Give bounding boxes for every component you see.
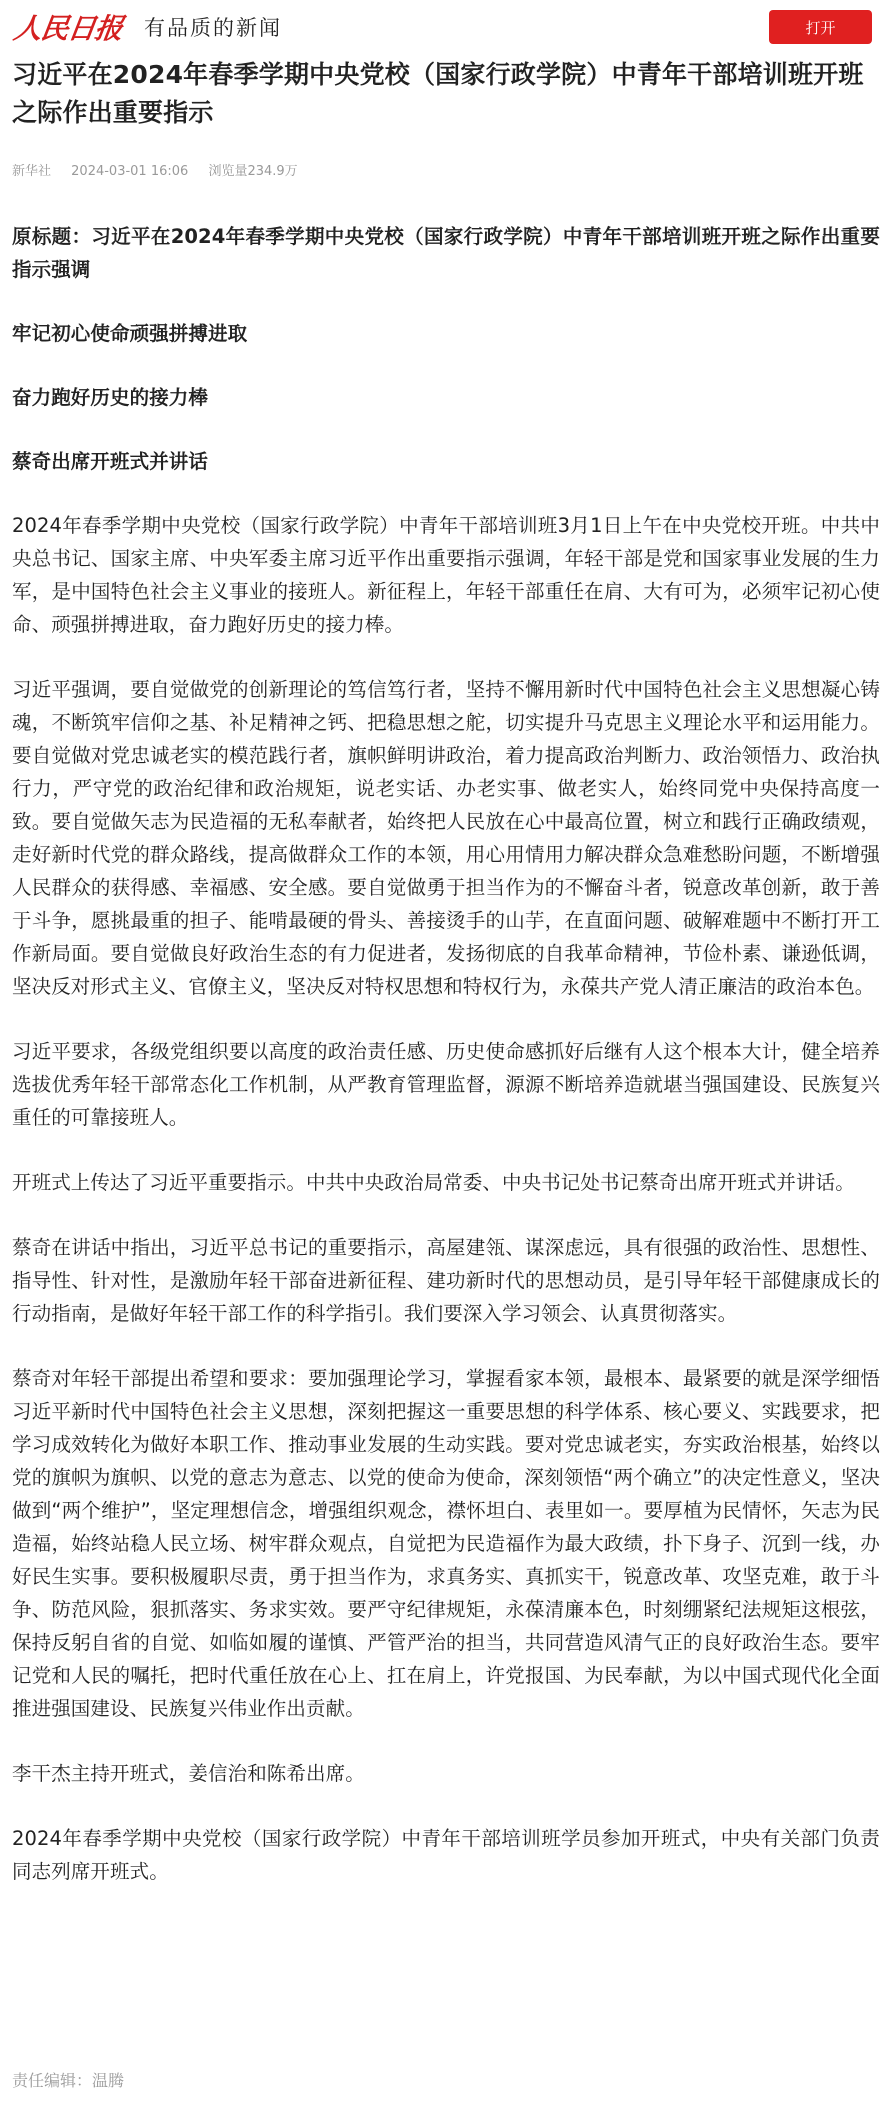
article-paragraph: 习近平要求，各级党组织要以高度的政治责任感、历史使命感抓好后继有人这个根本大计，健全培养选拔优秀年轻干部常态化工作机制，从严教育管理监督，源源不断培养造就堪当强国建设、民族复兴重任的可靠接班人。 — [12, 1040, 880, 1129]
open-app-button[interactable]: 打开 — [769, 10, 872, 44]
article-paragraph: 开班式上传达了习近平重要指示。中共中央政治局常委、中央书记处书记蔡奇出席开班式并讲话。 — [12, 1171, 855, 1194]
article-subheading: 牢记初心使命顽强拼搏进取 — [12, 322, 248, 345]
people-daily-logo[interactable] — [11, 8, 283, 46]
responsible-editor: 责任编辑：温腾 — [12, 2071, 125, 2090]
article-paragraph: 2024年春季学期中央党校（国家行政学院）中青年干部培训班3月1日上午在中央党校开班。中共中央总书记、国家主席、中央军委主席习近平作出重要指示强调，年轻干部是党和国家事业发展的生力军，是中国特色社会主义事业的接班人。新征程上，年轻干部重任在肩、大有可为，必须牢记初心使命、顽强拼搏进取，奋力跑好历史的接力棒。 — [12, 514, 880, 636]
article-paragraph: 习近平强调，要自觉做党的创新理论的笃信笃行者，坚持不懈用新时代中国特色社会主义思想凝心铸魂，不断筑牢信仰之基、补足精神之钙、把稳思想之舵，切实提升马克思主义理论水平和运用能力。要自觉做对党忠诚老实的模范践行者，旗帜鲜明讲政治，着力提高政治判断力、政治领悟力、政治执行力，严守党的政治纪律和政治规矩，说老实话、办老实事、做老实人，始终同党中央保持高度一致。要自觉做矢志为民造福的无私奉献者，始终把人民放在心中最高位置，树立和践行正确政绩观，走好新时代党的群众路线，提高做群众工作的本领，用心用情用力解决群众急难愁盼问题，不断增强人民群众的获得感、幸福感、安全感。要自觉做勇于担当作为的不懈奋斗者，锐意改革创新，敢于善于斗争，愿挑最重的担子、能啃最硬的骨头、善接烫手的山芋，在直面问题、破解难题中不断打开工作新局面。要自觉做良好政治生态的有力促进者，发扬彻底的自我革命精神，节俭朴素、谦逊低调，坚决反对形式主义、官僚主义，坚决反对特权思想和特权行为，永葆共产党人清正廉洁的政治本色。 — [12, 678, 880, 998]
article-paragraph: 蔡奇在讲话中指出，习近平总书记的重要指示，高屋建瓴、谋深虑远，具有很强的政治性、思想性、指导性、针对性，是激励年轻干部奋进新征程、建功新时代的思想动员，是引导年轻干部健康成长的行动指南，是做好年轻干部工作的科学指引。我们要深入学习领会、认真贯彻落实。 — [12, 1236, 880, 1325]
logo-wordmark: 人民日报 — [11, 12, 125, 45]
article-source: 新华社 — [12, 164, 52, 179]
article-title: 习近平在2024年春季学期中央党校（国家行政学院）中青年干部培训班开班之际作出重要指示 — [12, 60, 864, 127]
article-subheading: 原标题：习近平在2024年春季学期中央党校（国家行政学院）中青年干部培训班开班之际作出重要指示强调 — [12, 225, 880, 281]
article-views: 浏览量234.9万 — [208, 164, 298, 179]
article-body — [12, 220, 880, 1920]
article-datetime: 2024-03-01 16:06 — [71, 164, 189, 179]
article-subheading: 蔡奇出席开班式并讲话 — [12, 450, 209, 473]
article-meta — [12, 160, 298, 179]
article-paragraph: 2024年春季学期中央党校（国家行政学院）中青年干部培训班学员参加开班式，中央有关部门负责同志列席开班式。 — [12, 1827, 880, 1883]
top-bar — [0, 0, 890, 54]
article-paragraph: 李干杰主持开班式，姜信治和陈希出席。 — [12, 1762, 365, 1785]
article-subheading: 奋力跑好历史的接力棒 — [12, 386, 209, 409]
article-paragraph: 蔡奇对年轻干部提出希望和要求：要加强理论学习，掌握看家本领，最根本、最紧要的就是深学细悟习近平新时代中国特色社会主义思想，深刻把握这一重要思想的科学体系、核心要义、实践要求，把学习成效转化为做好本职工作、推动事业发展的生动实践。要对党忠诚老实，夯实政治根基，始终以党的旗帜为旗帜、以党的意志为意志、以党的使命为使命，深刻领悟“两个确立”的决定性意义，坚决做到“两个维护”，坚定理想信念，增强组织观念，襟怀坦白、表里如一。要厚植为民情怀，矢志为民造福，始终站稳人民立场、树牢群众观点，自觉把为民造福作为最大政绩，扑下身子、沉到一线，办好民生实事。要积极履职尽责，勇于担当作为，求真务实、真抓实干，锐意改革、攻坚克难，敢于斗争、防范风险，狠抓落实、务求实效。要严守纪律规矩，永葆清廉本色，时刻绷紧纪法规矩这根弦，保持反躬自省的自觉、如临如履的谨慎、严管严治的担当，共同营造风清气正的良好政治生态。要牢记党和人民的嘱托，把时代重任放在心上、扛在肩上，许党报国、为民奉献，为以中国式现代化全面推进强国建设、民族复兴伟业作出贡献。 — [12, 1367, 880, 1720]
logo-slogan: 有品质的新闻 — [144, 16, 283, 40]
